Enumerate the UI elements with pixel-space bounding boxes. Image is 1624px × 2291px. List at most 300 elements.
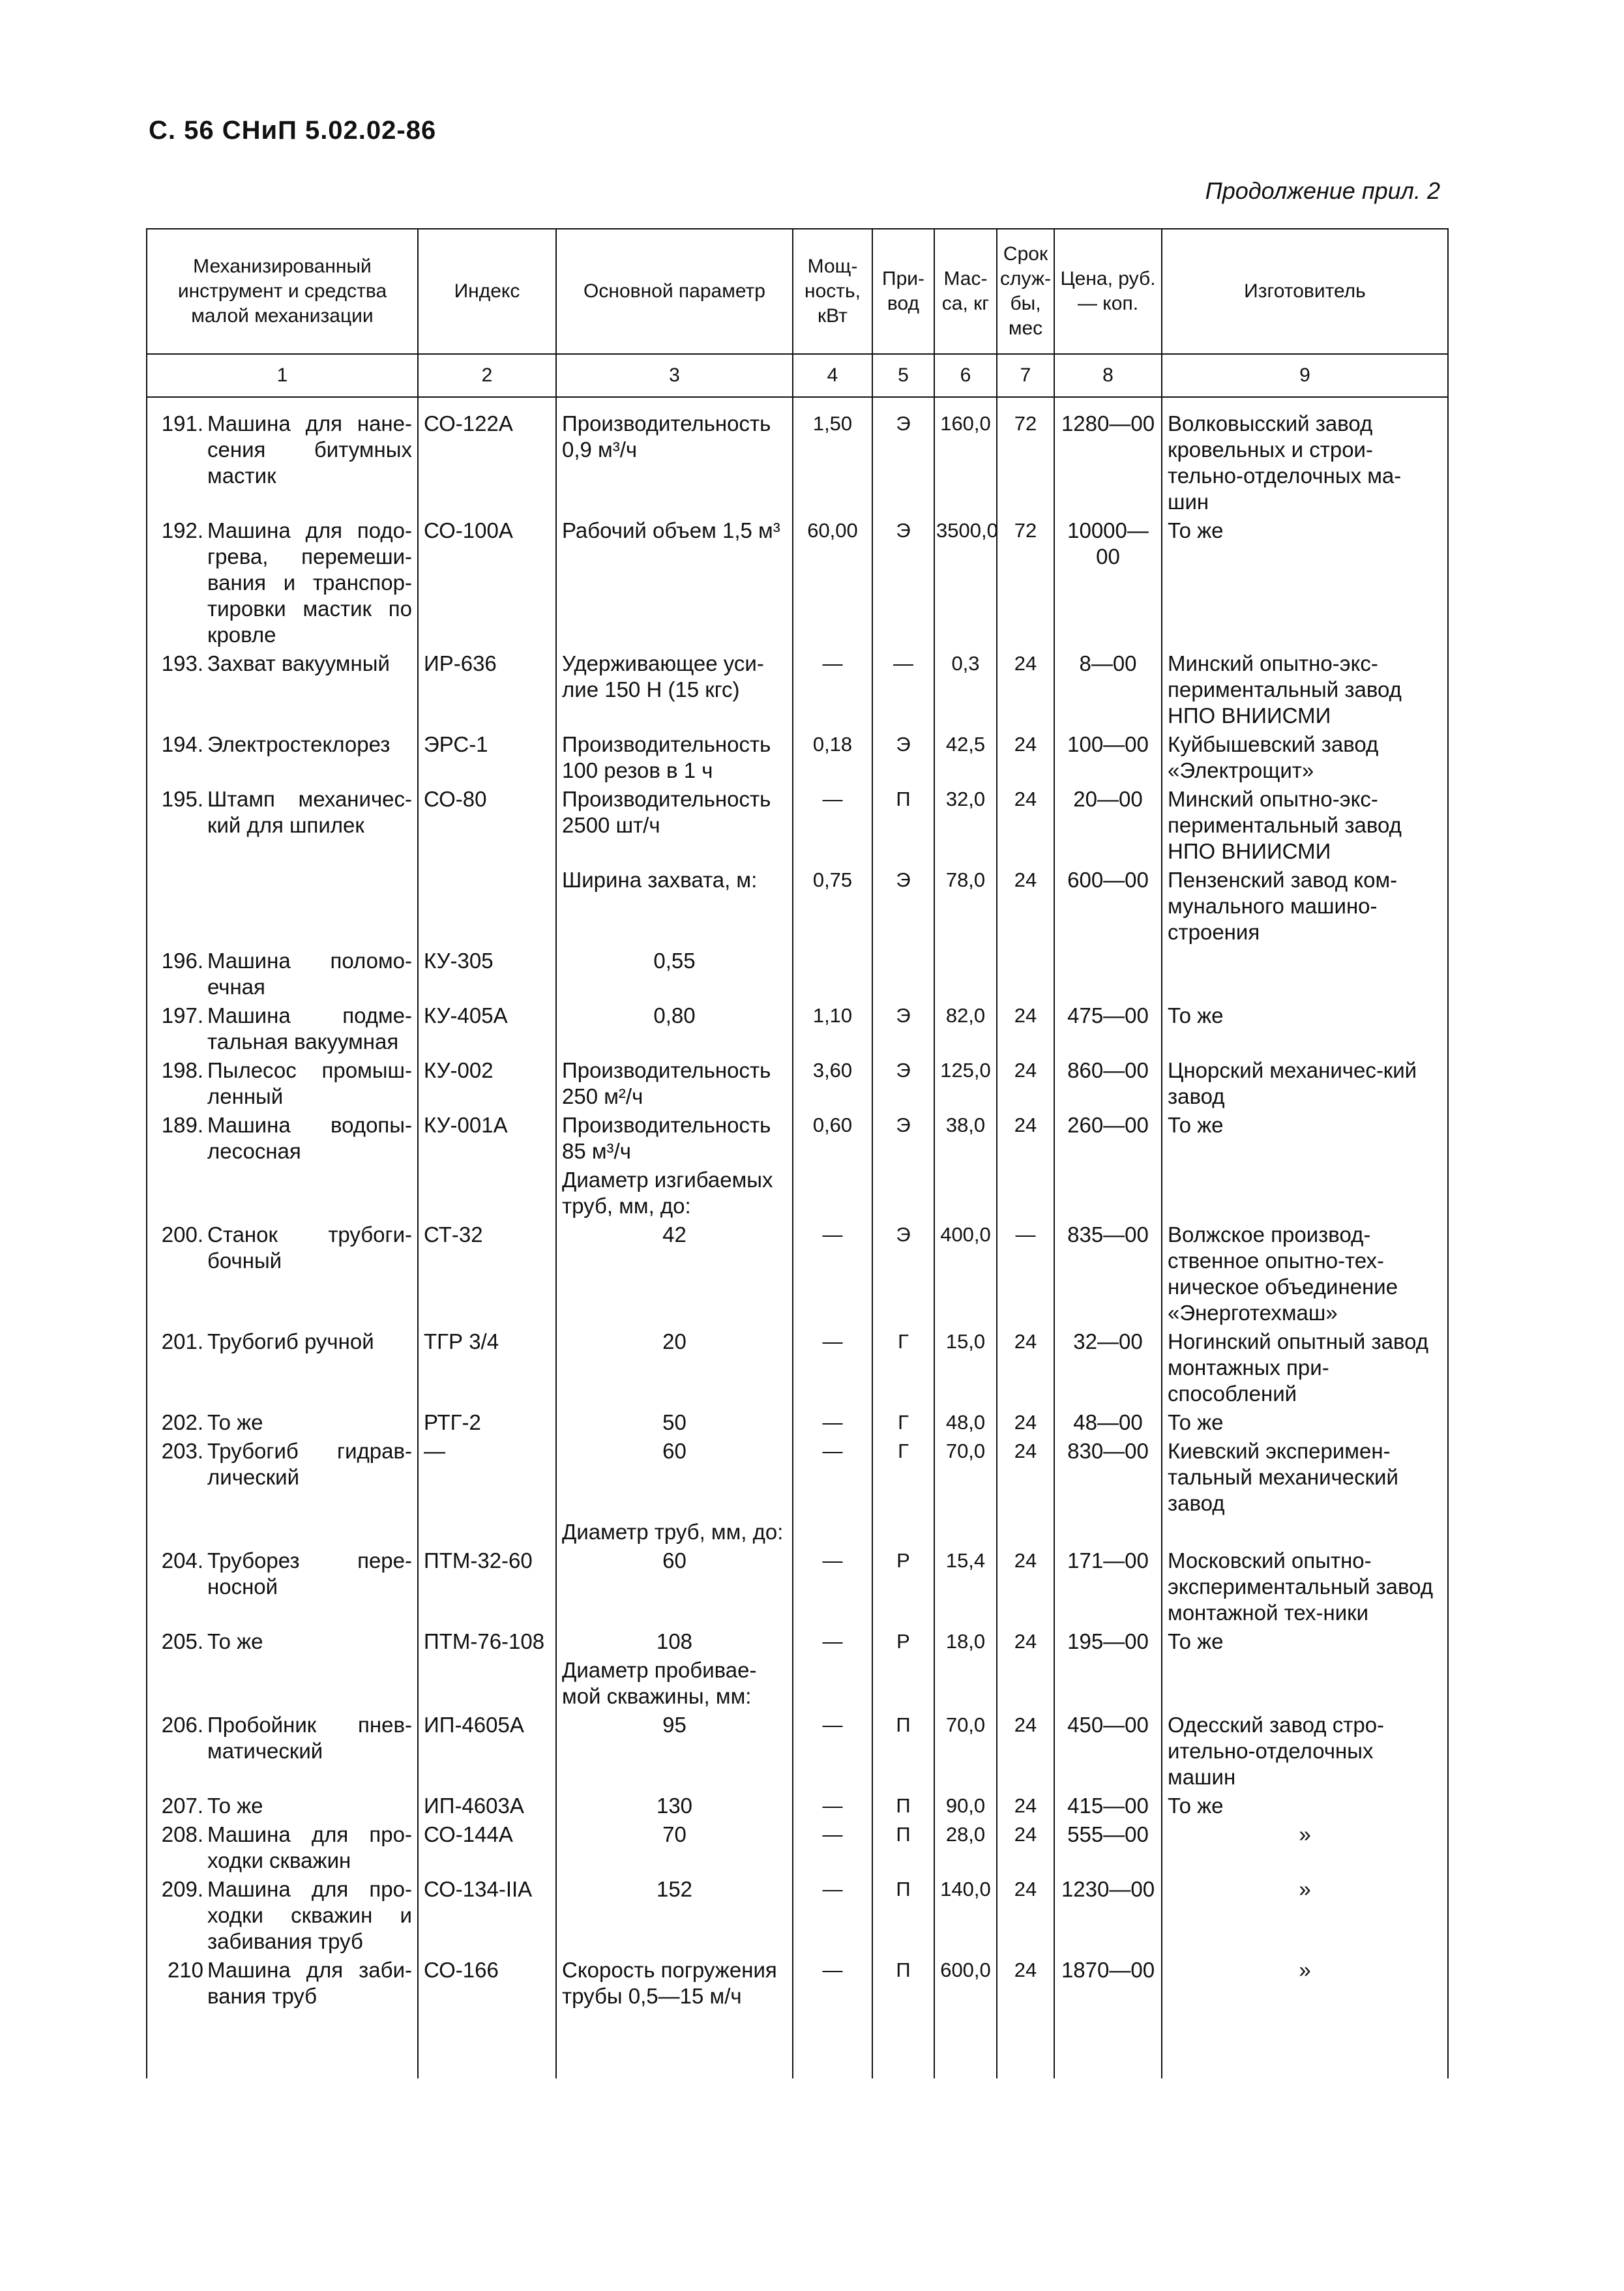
item-number: 192.	[161, 518, 203, 542]
table-row	[147, 649, 1448, 730]
item-name-cell	[147, 1408, 418, 1437]
item-number: 194.	[161, 732, 203, 756]
item-parameter: Диаметр пробивае-мой скважины, мм:	[556, 1656, 793, 1711]
item-index: РТГ-2	[418, 1408, 556, 1437]
item-price: 20—00	[1054, 785, 1162, 866]
item-name: Машина подме-тальная вакуумная	[207, 1003, 412, 1054]
item-mass: 28,0	[934, 1820, 997, 1875]
item-power: 60,00	[793, 516, 872, 649]
item-price: 830—00	[1054, 1437, 1162, 1518]
item-parameter: 60	[556, 1437, 793, 1518]
item-mass: 140,0	[934, 1875, 997, 1956]
item-name-cell	[147, 730, 418, 785]
item-manufacturer	[1162, 1518, 1448, 1546]
item-parameter: Диаметр изгибаемых труб, мм, до:	[556, 1166, 793, 1220]
table-row	[147, 1875, 1448, 1956]
item-price: 171—00	[1054, 1546, 1162, 1627]
item-name-cell	[147, 516, 418, 649]
item-name-cell	[147, 1437, 418, 1518]
item-name: Пылесос промыш-ленный	[207, 1058, 412, 1108]
item-service-life: 24	[997, 1956, 1054, 2011]
item-index: ПТМ-32-60	[418, 1546, 556, 1627]
item-price: 195—00	[1054, 1627, 1162, 1656]
item-index: ИП-4605А	[418, 1711, 556, 1792]
item-service-life: 24	[997, 1056, 1054, 1111]
item-manufacturer: »	[1162, 1875, 1448, 1956]
item-drive: П	[872, 1956, 934, 2011]
item-name-cell	[147, 1111, 418, 1166]
item-mass: 70,0	[934, 1437, 997, 1518]
item-service-life	[997, 1166, 1054, 1220]
table-row	[147, 1518, 1448, 1546]
item-service-life: 24	[997, 1437, 1054, 1518]
table-row	[147, 1627, 1448, 1656]
item-name-cell	[147, 1627, 418, 1656]
item-number: 193.	[161, 651, 203, 675]
item-power: —	[793, 1627, 872, 1656]
item-price: 860—00	[1054, 1056, 1162, 1111]
item-index: ПТМ-76-108	[418, 1627, 556, 1656]
item-name: То же	[207, 1629, 263, 1653]
column-header: Основной параметр	[556, 229, 793, 354]
item-number: 206.	[161, 1713, 203, 1737]
item-parameter: 0,80	[556, 1001, 793, 1056]
item-name-cell	[147, 947, 418, 1001]
item-number: 203.	[161, 1439, 203, 1463]
item-manufacturer: Куйбышевский завод «Электрощит»	[1162, 730, 1448, 785]
item-price	[1054, 1518, 1162, 1546]
item-name-cell	[147, 1166, 418, 1220]
item-number: 196.	[161, 949, 203, 973]
item-number: 210	[167, 1958, 203, 1982]
table-row	[147, 866, 1448, 947]
item-parameter: Производительность 250 м²/ч	[556, 1056, 793, 1111]
column-header: Мощ-ность, кВт	[793, 229, 872, 354]
item-manufacturer: Одесский завод стро-ительно-отделочных машин	[1162, 1711, 1448, 1792]
item-mass: 82,0	[934, 1001, 997, 1056]
equipment-table	[146, 228, 1449, 2078]
item-name-cell	[147, 1656, 418, 1711]
item-power: —	[793, 1408, 872, 1437]
column-number: 9	[1162, 354, 1448, 397]
item-power: —	[793, 1820, 872, 1875]
item-manufacturer: Волковысский завод кровельных и строи-тельно-отделочных ма-шин	[1162, 409, 1448, 516]
item-number: 195.	[161, 787, 203, 811]
item-parameter: Скорость погружения трубы 0,5—15 м/ч	[556, 1956, 793, 2011]
item-name-cell	[147, 1711, 418, 1792]
item-service-life: 24	[997, 1711, 1054, 1792]
item-drive: Э	[872, 730, 934, 785]
item-service-life: 72	[997, 409, 1054, 516]
item-drive	[872, 947, 934, 1001]
item-index: СО-80	[418, 785, 556, 866]
column-number: 5	[872, 354, 934, 397]
item-index	[418, 1656, 556, 1711]
item-manufacturer: »	[1162, 1956, 1448, 2011]
item-number: 208.	[161, 1822, 203, 1846]
table-row	[147, 785, 1448, 866]
item-index: ИП-4603А	[418, 1792, 556, 1820]
item-drive: Р	[872, 1627, 934, 1656]
item-price: 450—00	[1054, 1711, 1162, 1792]
item-parameter: Ширина захвата, м:	[556, 866, 793, 947]
column-number: 2	[418, 354, 556, 397]
item-mass: 0,3	[934, 649, 997, 730]
item-price: 260—00	[1054, 1111, 1162, 1166]
table-row	[147, 1327, 1448, 1408]
item-service-life: 24	[997, 1546, 1054, 1627]
table-row	[147, 1408, 1448, 1437]
item-manufacturer: Цнорский механичес-кий завод	[1162, 1056, 1448, 1111]
column-number: 3	[556, 354, 793, 397]
item-service-life: 24	[997, 1001, 1054, 1056]
item-service-life	[997, 1518, 1054, 1546]
item-parameter: 42	[556, 1220, 793, 1327]
item-power: —	[793, 1792, 872, 1820]
item-number: 209.	[161, 1877, 203, 1901]
item-service-life	[997, 1656, 1054, 1711]
item-index: ТГР 3/4	[418, 1327, 556, 1408]
item-name: Машина для заби-вания труб	[207, 1958, 412, 2008]
item-power	[793, 1518, 872, 1546]
item-name-cell	[147, 1220, 418, 1327]
item-parameter: Диаметр труб, мм, до:	[556, 1518, 793, 1546]
item-power: —	[793, 1437, 872, 1518]
item-power: 0,18	[793, 730, 872, 785]
item-manufacturer: Минский опытно-экс-периментальный завод НПО ВНИИСМИ	[1162, 649, 1448, 730]
item-drive: П	[872, 1711, 934, 1792]
item-power: —	[793, 1220, 872, 1327]
item-mass	[934, 1166, 997, 1220]
item-mass: 42,5	[934, 730, 997, 785]
item-name-cell	[147, 1820, 418, 1875]
table-row	[147, 1792, 1448, 1820]
column-header: Цена, руб.— коп.	[1054, 229, 1162, 354]
item-service-life: 24	[997, 1111, 1054, 1166]
column-number-row	[147, 354, 1448, 397]
item-drive: Э	[872, 516, 934, 649]
column-header: Механизированный инструмент и средства малой механизации	[147, 229, 418, 354]
item-parameter: Удерживающее уси-лие 150 Н (15 кгс)	[556, 649, 793, 730]
item-number: 189.	[161, 1113, 203, 1137]
item-parameter: 60	[556, 1546, 793, 1627]
item-mass: 90,0	[934, 1792, 997, 1820]
item-name-cell	[147, 1056, 418, 1111]
item-name-cell	[147, 1792, 418, 1820]
item-mass: 400,0	[934, 1220, 997, 1327]
item-drive: П	[872, 1820, 934, 1875]
item-service-life: 24	[997, 785, 1054, 866]
item-name: Трубогиб ручной	[207, 1329, 374, 1353]
item-mass: 78,0	[934, 866, 997, 947]
column-number: 7	[997, 354, 1054, 397]
item-parameter: 0,55	[556, 947, 793, 1001]
item-price: 32—00	[1054, 1327, 1162, 1408]
item-mass: 32,0	[934, 785, 997, 866]
item-index	[418, 1518, 556, 1546]
table-row	[147, 1711, 1448, 1792]
item-manufacturer: То же	[1162, 1111, 1448, 1166]
item-name: Машина поломо-ечная	[207, 949, 412, 999]
item-drive: Г	[872, 1408, 934, 1437]
item-name: Труборез пере-носной	[207, 1548, 412, 1599]
table-row	[147, 1437, 1448, 1518]
item-number: 191.	[161, 411, 203, 436]
item-power: —	[793, 1546, 872, 1627]
item-mass: 160,0	[934, 409, 997, 516]
item-service-life: 24	[997, 1408, 1054, 1437]
item-price: 8—00	[1054, 649, 1162, 730]
item-service-life: 24	[997, 730, 1054, 785]
item-manufacturer	[1162, 1656, 1448, 1711]
item-parameter: Рабочий объем 1,5 м³	[556, 516, 793, 649]
item-drive: Э	[872, 409, 934, 516]
item-name: Машина для нане-сения битумных мастик	[207, 411, 412, 488]
item-index: СО-134-IIА	[418, 1875, 556, 1956]
item-price: 100—00	[1054, 730, 1162, 785]
item-price: 48—00	[1054, 1408, 1162, 1437]
item-index: СТ-32	[418, 1220, 556, 1327]
item-mass: 125,0	[934, 1056, 997, 1111]
item-power: 0,60	[793, 1111, 872, 1166]
item-manufacturer	[1162, 1166, 1448, 1220]
item-index: КУ-405А	[418, 1001, 556, 1056]
item-name: То же	[207, 1410, 263, 1434]
item-index: СО-144А	[418, 1820, 556, 1875]
item-mass: 38,0	[934, 1111, 997, 1166]
column-header: Изготовитель	[1162, 229, 1448, 354]
table-row	[147, 1956, 1448, 2011]
item-power: 0,75	[793, 866, 872, 947]
item-power: —	[793, 1875, 872, 1956]
item-power: 1,50	[793, 409, 872, 516]
item-number: 198.	[161, 1058, 203, 1082]
item-number: 205.	[161, 1629, 203, 1653]
item-mass: 600,0	[934, 1956, 997, 2011]
item-name: Машина для подо-грева, перемеши-вания и транспор-тировки мастик по кровле	[207, 518, 412, 647]
item-power: —	[793, 1327, 872, 1408]
item-parameter: 130	[556, 1792, 793, 1820]
item-name: Пробойник пнев-матический	[207, 1713, 412, 1763]
item-name-cell	[147, 1546, 418, 1627]
item-service-life: 24	[997, 649, 1054, 730]
item-manufacturer: Минский опытно-экс-периментальный завод НПО ВНИИСМИ	[1162, 785, 1448, 866]
item-drive: Р	[872, 1546, 934, 1627]
item-name-cell	[147, 1001, 418, 1056]
column-number: 8	[1054, 354, 1162, 397]
item-number: 207.	[161, 1794, 203, 1818]
item-index: КУ-001А	[418, 1111, 556, 1166]
item-parameter: Производительность 100 резов в 1 ч	[556, 730, 793, 785]
item-name-cell	[147, 866, 418, 947]
item-mass	[934, 947, 997, 1001]
table-body	[147, 397, 1448, 2078]
table-row	[147, 947, 1448, 1001]
item-index: ЭРС-1	[418, 730, 556, 785]
item-service-life: 24	[997, 1327, 1054, 1408]
item-drive: Э	[872, 1220, 934, 1327]
item-number: 200.	[161, 1222, 203, 1247]
item-index: СО-122А	[418, 409, 556, 516]
item-drive: Г	[872, 1437, 934, 1518]
item-drive: Э	[872, 866, 934, 947]
item-service-life: 72	[997, 516, 1054, 649]
item-manufacturer: Волжское производ-ственное опытно-тех-ническое объединение «Энерготехмаш»	[1162, 1220, 1448, 1327]
table-row	[147, 1001, 1448, 1056]
item-manufacturer	[1162, 947, 1448, 1001]
item-service-life: 24	[997, 1792, 1054, 1820]
table-row	[147, 1056, 1448, 1111]
item-manufacturer: Московский опытно-экспериментальный завод монтажной тех-ники	[1162, 1546, 1448, 1627]
item-drive: П	[872, 1792, 934, 1820]
item-price: 1230—00	[1054, 1875, 1162, 1956]
column-number: 4	[793, 354, 872, 397]
item-price: 10000—00	[1054, 516, 1162, 649]
item-name: Машина для про-ходки скважин	[207, 1822, 412, 1872]
item-service-life: 24	[997, 866, 1054, 947]
table-row	[147, 730, 1448, 785]
item-drive: П	[872, 785, 934, 866]
item-name-cell	[147, 1875, 418, 1956]
item-parameter: Производительность 85 м³/ч	[556, 1111, 793, 1166]
item-manufacturer: То же	[1162, 1001, 1448, 1056]
item-name-cell	[147, 785, 418, 866]
column-header: Мас-са, кг	[934, 229, 997, 354]
item-power	[793, 947, 872, 1001]
item-manufacturer: То же	[1162, 1792, 1448, 1820]
item-drive: Г	[872, 1327, 934, 1408]
column-header: Срок служ-бы, мес	[997, 229, 1054, 354]
table-row	[147, 409, 1448, 516]
item-name-cell	[147, 649, 418, 730]
item-index: КУ-002	[418, 1056, 556, 1111]
item-parameter: 70	[556, 1820, 793, 1875]
table-row	[147, 1166, 1448, 1220]
column-number: 1	[147, 354, 418, 397]
item-parameter: Производительность 2500 шт/ч	[556, 785, 793, 866]
item-mass: 18,0	[934, 1627, 997, 1656]
item-number: 202.	[161, 1410, 203, 1434]
item-service-life	[997, 947, 1054, 1001]
item-price: 1280—00	[1054, 409, 1162, 516]
item-power: 3,60	[793, 1056, 872, 1111]
item-drive	[872, 1518, 934, 1546]
item-name: Станок трубоги-бочный	[207, 1222, 412, 1273]
item-price	[1054, 1166, 1162, 1220]
item-mass	[934, 1518, 997, 1546]
item-index: —	[418, 1437, 556, 1518]
item-name: Трубогиб гидрав-лический	[207, 1439, 412, 1489]
item-price: 555—00	[1054, 1820, 1162, 1875]
item-power	[793, 1166, 872, 1220]
item-price: 415—00	[1054, 1792, 1162, 1820]
item-parameter: 108	[556, 1627, 793, 1656]
item-parameter: Производительность 0,9 м³/ч	[556, 409, 793, 516]
item-power: —	[793, 785, 872, 866]
table-row	[147, 1546, 1448, 1627]
item-name: То же	[207, 1794, 263, 1818]
item-mass: 15,4	[934, 1546, 997, 1627]
column-number: 6	[934, 354, 997, 397]
item-mass: 48,0	[934, 1408, 997, 1437]
column-header: При-вод	[872, 229, 934, 354]
item-parameter: 152	[556, 1875, 793, 1956]
item-parameter: 95	[556, 1711, 793, 1792]
item-name-cell	[147, 1956, 418, 2011]
item-price: 475—00	[1054, 1001, 1162, 1056]
item-index: КУ-305	[418, 947, 556, 1001]
table-row	[147, 1820, 1448, 1875]
item-service-life: —	[997, 1220, 1054, 1327]
item-power: —	[793, 1956, 872, 2011]
item-drive: Э	[872, 1001, 934, 1056]
item-index: СО-166	[418, 1956, 556, 2011]
item-power: 1,10	[793, 1001, 872, 1056]
item-index: ИР-636	[418, 649, 556, 730]
item-parameter: 50	[556, 1408, 793, 1437]
item-index	[418, 866, 556, 947]
table-header-row	[147, 229, 1448, 354]
item-name: Штамп механичес-кий для шпилек	[207, 787, 412, 837]
item-drive: —	[872, 649, 934, 730]
item-manufacturer: »	[1162, 1820, 1448, 1875]
item-name-cell	[147, 1518, 418, 1546]
item-service-life: 24	[997, 1820, 1054, 1875]
item-name: Захват вакуумный	[207, 651, 390, 675]
item-manufacturer: Пензенский завод ком-мунального машино-строения	[1162, 866, 1448, 947]
item-price	[1054, 947, 1162, 1001]
item-index	[418, 1166, 556, 1220]
item-manufacturer: То же	[1162, 1408, 1448, 1437]
item-service-life: 24	[997, 1875, 1054, 1956]
item-name: Машина водопы-лесосная	[207, 1113, 412, 1163]
item-name: Электростеклорез	[207, 732, 391, 756]
item-power: —	[793, 1711, 872, 1792]
table-row	[147, 516, 1448, 649]
item-number: 201.	[161, 1329, 203, 1353]
item-number: 197.	[161, 1003, 203, 1027]
page-title: С. 56 СНиП 5.02.02-86	[149, 116, 437, 145]
item-manufacturer: То же	[1162, 516, 1448, 649]
item-drive: Э	[872, 1111, 934, 1166]
item-power	[793, 1656, 872, 1711]
continuation-note: Продолжение прил. 2	[1205, 177, 1440, 204]
item-power: —	[793, 649, 872, 730]
item-drive	[872, 1656, 934, 1711]
item-mass: 15,0	[934, 1327, 997, 1408]
table-row	[147, 1656, 1448, 1711]
item-manufacturer: Ногинский опытный завод монтажных при-способлений	[1162, 1327, 1448, 1408]
item-drive: П	[872, 1875, 934, 1956]
item-service-life: 24	[997, 1627, 1054, 1656]
table-row	[147, 1220, 1448, 1327]
item-name-cell	[147, 409, 418, 516]
item-mass	[934, 1656, 997, 1711]
item-price	[1054, 1656, 1162, 1711]
item-drive: Э	[872, 1056, 934, 1111]
item-price: 1870—00	[1054, 1956, 1162, 2011]
item-drive	[872, 1166, 934, 1220]
item-parameter: 20	[556, 1327, 793, 1408]
item-mass: 3500,0	[934, 516, 997, 649]
item-number: 204.	[161, 1548, 203, 1573]
item-index: СО-100А	[418, 516, 556, 649]
item-price: 835—00	[1054, 1220, 1162, 1327]
item-mass: 70,0	[934, 1711, 997, 1792]
item-name-cell	[147, 1327, 418, 1408]
item-price: 600—00	[1054, 866, 1162, 947]
item-name: Машина для про-ходки скважин и забивания труб	[207, 1877, 412, 1953]
